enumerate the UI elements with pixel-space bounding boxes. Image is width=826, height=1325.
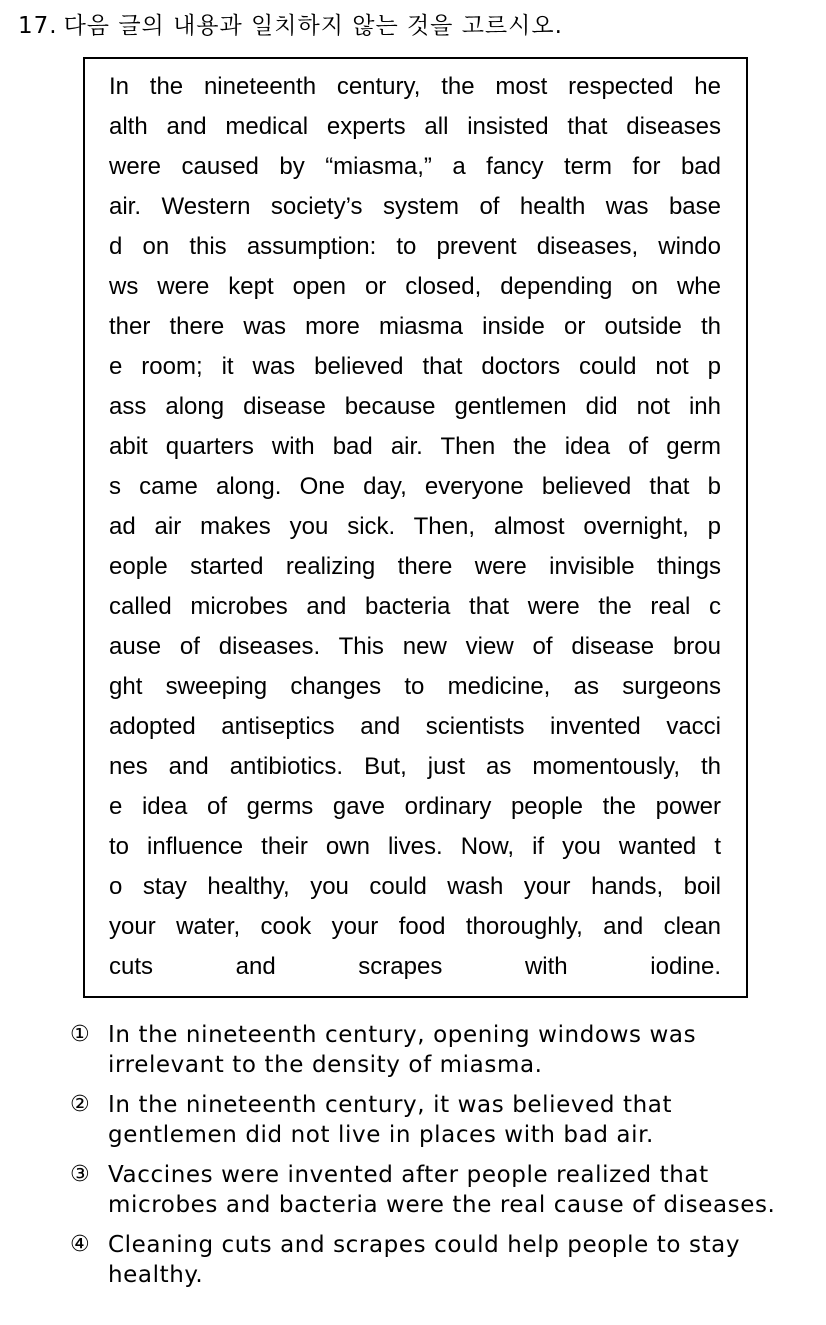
passage-line: ght sweeping changes to medicine, as surgeons [109,673,721,700]
choice-2[interactable] [70,1090,800,1150]
choice-4-text: Cleaning cuts and scrapes could help people to stay healthy. [108,1232,741,1288]
choice-2-number: ② [70,1092,90,1117]
choice-2-text: In the nineteenth century, it was believed that gentlemen did not live in places with bad air. [108,1092,673,1148]
passage-line: alth and medical experts all insisted that diseases [109,113,721,140]
passage-line: ws were kept open or closed, depending on whe [109,273,721,300]
passage-line: o stay healthy, you could wash your hands, boil [109,873,721,900]
passage-line: air. Western society’s system of health was base [109,193,721,220]
question-header [18,7,563,40]
question-prompt: 다음 글의 내용과 일치하지 않는 것을 고르시오. [63,13,563,39]
question-number: 17. [18,13,58,39]
passage-line: adopted antiseptics and scientists invented vacci [109,713,721,740]
passage-line: s came along. One day, everyone believed that b [109,473,721,500]
passage-line: In the nineteenth century, the most respected he [109,73,721,100]
passage-line: abit quarters with bad air. Then the idea of germ [109,433,721,460]
choice-4[interactable] [70,1230,800,1290]
choice-3[interactable] [70,1160,800,1220]
passage-line: d on this assumption: to prevent diseases, windo [109,233,721,260]
passage-line: e idea of germs gave ordinary people the power [109,793,721,820]
passage-box [83,57,748,998]
passage-line: ause of diseases. This new view of disease brou [109,633,721,660]
passage-line: e room; it was believed that doctors could not p [109,353,721,380]
passage-line: ther there was more miasma inside or outside th [109,313,721,340]
choice-3-number: ③ [70,1162,90,1187]
passage-line: called microbes and bacteria that were the real c [109,593,721,620]
choice-1[interactable] [70,1020,800,1080]
passage-line: ad air makes you sick. Then, almost overnight, p [109,513,721,540]
passage-line: eople started realizing there were invisible things [109,553,721,580]
choice-1-text: In the nineteenth century, opening windows was irrelevant to the density of miasma. [108,1022,697,1078]
passage-line: ass along disease because gentlemen did not inh [109,393,721,420]
choice-1-number: ① [70,1022,90,1047]
passage-line: were caused by “miasma,” a fancy term for bad [109,153,721,180]
answer-choices [70,1020,800,1300]
passage-line: cuts and scrapes with iodine. [109,953,721,980]
choice-3-text: Vaccines were invented after people realized that microbes and bacteria were the real cause of diseases. [108,1162,776,1218]
passage-line: your water, cook your food thoroughly, and clean [109,913,721,940]
passage-line: to influence their own lives. Now, if you wanted t [109,833,721,860]
passage-text [109,71,721,991]
passage-line: nes and antibiotics. But, just as momentously, th [109,753,721,780]
choice-4-number: ④ [70,1232,90,1257]
